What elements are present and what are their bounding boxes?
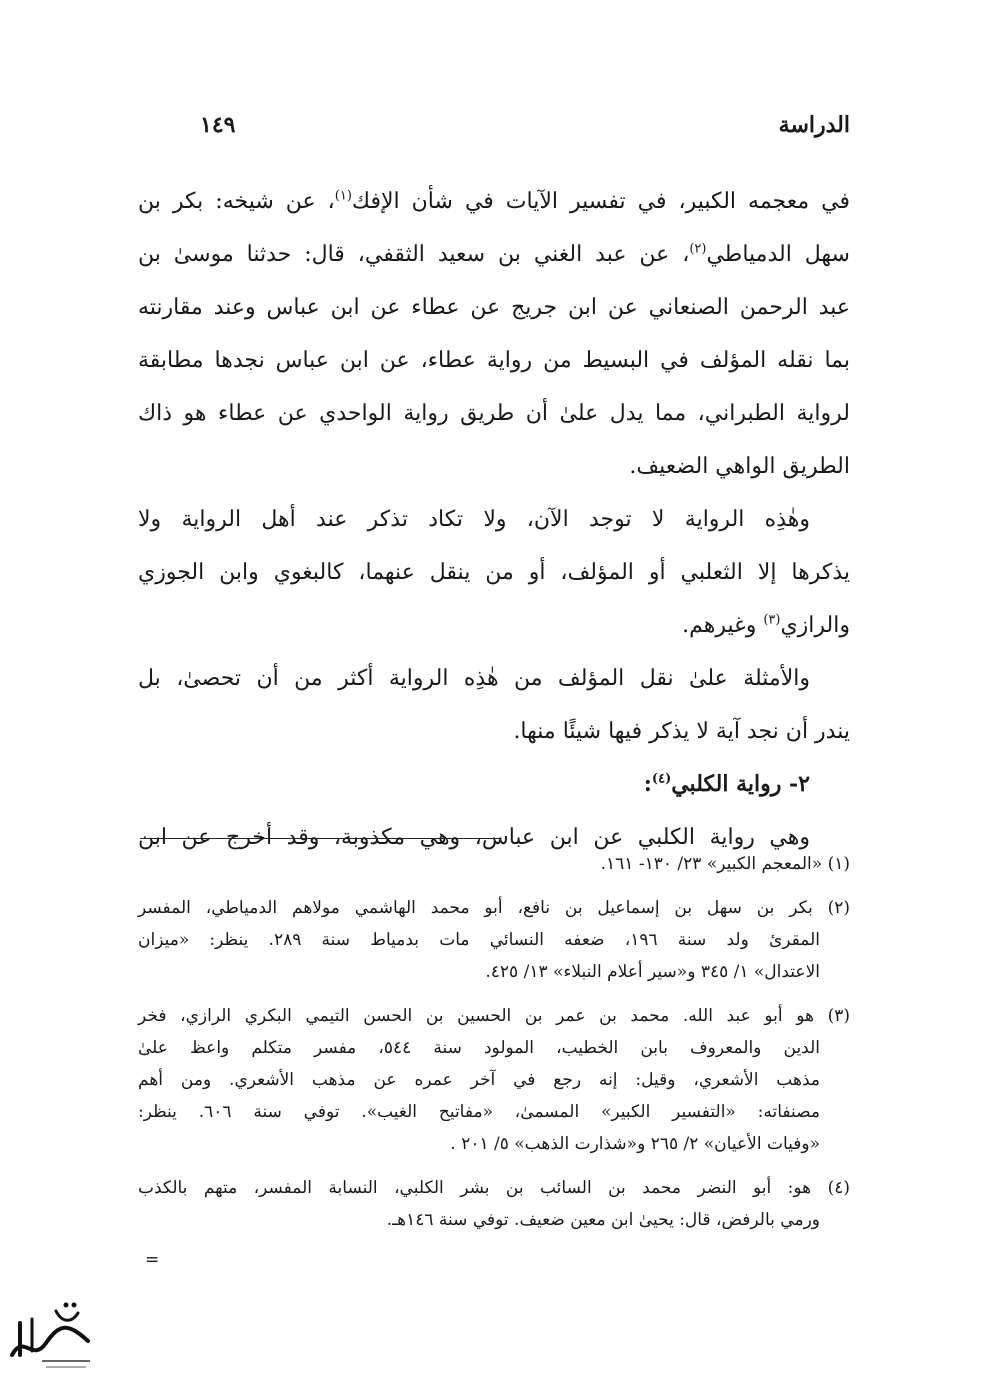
footnote-2-cont: الاعتدال» ١/ ٣٤٥ و«سير أعلام النبلاء» ١٣/ ٤٢٥. bbox=[485, 962, 820, 982]
running-header bbox=[140, 112, 850, 152]
footnote-2: (٢) بكر بن سهل بن إسماعيل بن نافع، أبو محمد الهاشمي مولاهم الدمياطي، المفسر bbox=[138, 898, 850, 918]
text-line: والرازي$^{(٣)}$ وغيرهم. bbox=[682, 612, 850, 638]
text-line: وهي رواية الكلبي عن ابن عباس، وهي مكذوبة، وقد أخرج عن ابن bbox=[138, 825, 810, 850]
text-line: الطريق الواهي الضعيف. bbox=[629, 454, 850, 479]
continuation-mark: = bbox=[145, 1250, 160, 1270]
text-line: يندر أن نجد آية لا يذكر فيها شيئًا منها. bbox=[513, 719, 850, 744]
text-line: يذكرها إلا الثعلبي أو المؤلف، أو من ينقل عنهما، كالبغوي وابن الجوزي bbox=[138, 560, 850, 585]
text-line: عبد الرحمن الصنعاني عن ابن جريج عن عطاء عن ابن عباس وعند مقارنته bbox=[138, 295, 850, 320]
footnote-2-cont: المقرئ ولد سنة ١٩٦، ضعفه النسائي مات بدمياط سنة ٢٨٩. ينظر: «ميزان bbox=[138, 930, 821, 950]
footnote-ref[interactable]: (٣) bbox=[763, 612, 781, 628]
library-stamp-logo bbox=[2, 1293, 98, 1373]
footnote-3: (٣) هو أبو عبد الله. محمد بن عمر بن الحسين بن الحسن التيمي البكري الرازي، فخر bbox=[138, 1006, 850, 1026]
text-line: بما نقله المؤلف في البسيط من رواية عطاء، عن ابن عباس نجدها مطابقة bbox=[138, 348, 850, 373]
footnote-divider bbox=[140, 838, 500, 839]
footnote-ref[interactable]: (١) bbox=[334, 188, 352, 204]
text-line: وهٰذِه الرواية لا توجد الآن، ولا تكاد تذكر عند أهل الرواية ولا bbox=[138, 507, 810, 532]
text-line: لرواية الطبراني، مما يدل علىٰ أن طريق رواية الواحدي عن عطاء هو ذاك bbox=[138, 401, 850, 426]
text-line: سهل الدمياطي$^{(٢)}$، عن عبد الغني بن سعيد الثقفي، قال: حدثنا موسىٰ بن bbox=[138, 241, 850, 267]
text-line: والأمثلة علىٰ نقل المؤلف من هٰذِه الرواية أكثر من أن تحصىٰ، بل bbox=[138, 666, 810, 691]
library-stamp-icon bbox=[2, 1293, 98, 1373]
footnote-ref[interactable]: (٤) bbox=[651, 771, 672, 787]
footnote-1: (١) «المعجم الكبير» ٢٣/ ١٣٠- ١٦١. bbox=[600, 854, 850, 874]
page-number: ١٤٩ bbox=[200, 112, 236, 138]
footnote-3-cont: مذهب الأشعري، وقيل: إنه رجع في آخر عمره عن مذهب الأشعري. ومن أهم bbox=[138, 1070, 820, 1090]
section-title: الدراسة bbox=[778, 112, 850, 138]
footnote-4-cont: ورمي بالرفض، قال: يحيىٰ ابن معين ضعيف. توفي سنة ١٤٦هـ. bbox=[386, 1210, 820, 1230]
footnotes bbox=[138, 848, 850, 1236]
footnote-3-cont: مصنفاته: «التفسير الكبير» المسمىٰ، «مفاتيح الغيب». توفي سنة ٦٠٦. ينظر: bbox=[138, 1102, 820, 1122]
main-text bbox=[138, 175, 850, 864]
footnote-4: (٤) هو: أبو النضر محمد بن السائب بن بشر الكلبي، النسابة المفسر، متهم بالكذب bbox=[138, 1178, 850, 1198]
text-line: في معجمه الكبير، في تفسير الآيات في شأن الإفك$^{(١)}$، عن شيخه: بكر بن bbox=[138, 188, 850, 214]
footnote-3-cont: الدين والمعروف بابن الخطيب، المولود سنة ٥٤٤، مفسر متكلم واعظ علىٰ bbox=[138, 1038, 820, 1058]
section-heading: ٢- رواية الكلبي$^{(٤)}$: bbox=[643, 771, 810, 797]
footnote-3-cont: «وفيات الأعيان» ٢/ ٢٦٥ و«شذارت الذهب» ٥/ ٢٠١ . bbox=[450, 1134, 820, 1154]
footnote-ref[interactable]: (٢) bbox=[689, 241, 707, 257]
